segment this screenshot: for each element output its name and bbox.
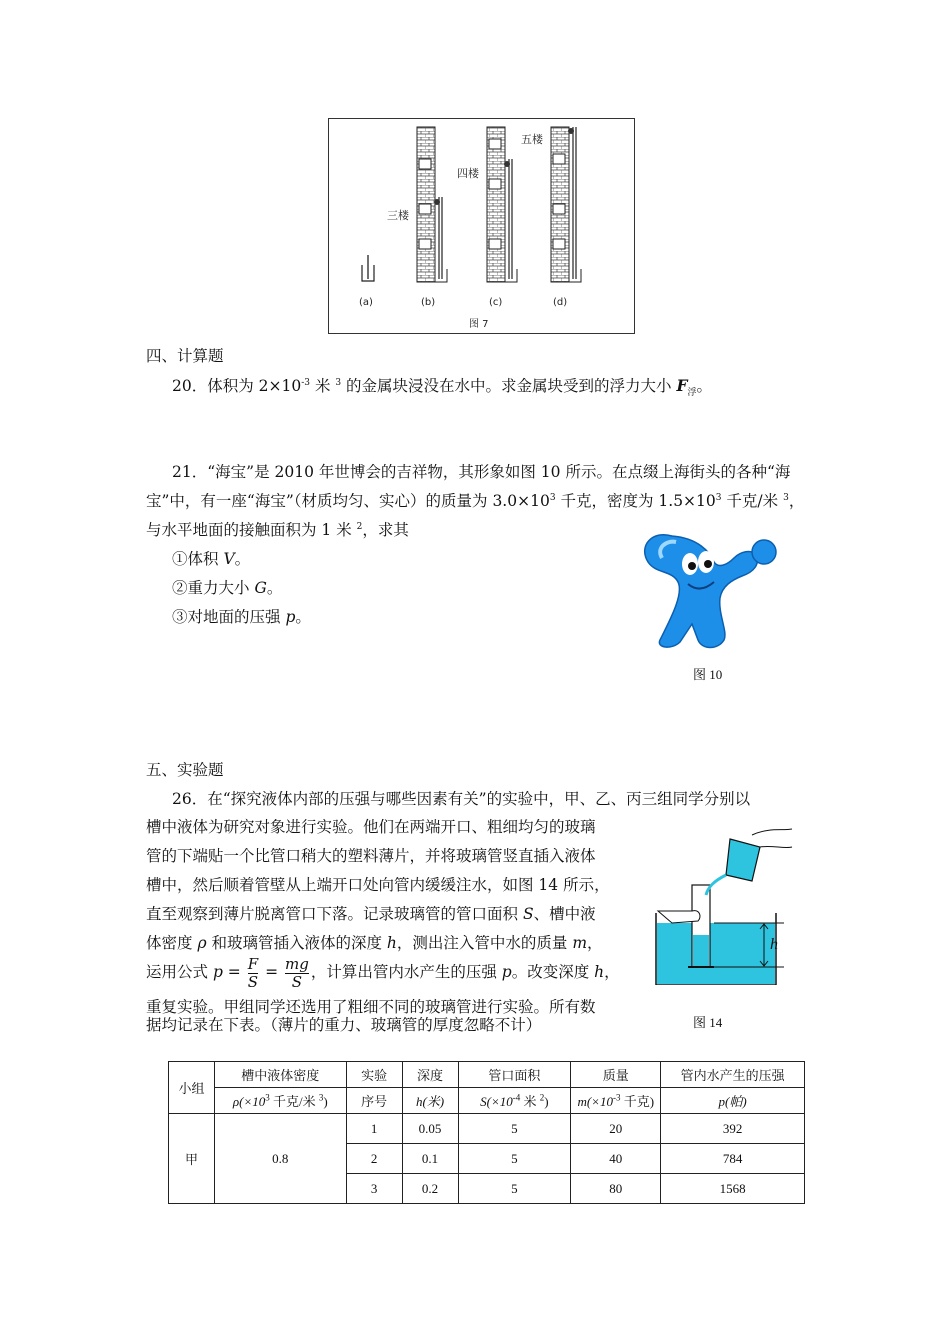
header-group: 小组 <box>169 1062 215 1114</box>
header-area-unit: $S(\times 10^{-4}$ 米 $^2$) <box>458 1088 571 1114</box>
question-21-line-3: 与水平地面的接触面积为 1 米 $^2$，求其 <box>146 521 409 539</box>
figure-10-mascot <box>632 528 802 652</box>
cell-density: 0.8 <box>214 1114 346 1204</box>
cell-mass: 20 <box>571 1114 661 1144</box>
question-26-line-3: 管的下端贴一个比管口稍大的塑料薄片，并将玻璃管竖直插入液体 <box>146 847 596 865</box>
results-table <box>168 1061 805 1204</box>
cell-pressure: 784 <box>661 1144 805 1174</box>
header-depth-unit: h(米) <box>402 1088 458 1114</box>
cell-mass: 40 <box>571 1144 661 1174</box>
question-26-line-2: 槽中液体为研究对象进行实验。他们在两端开口、粗细均匀的玻璃 <box>146 818 596 836</box>
formula-fraction-f-s: $\frac{F}{S}$ <box>247 954 259 991</box>
section-4-heading: 四、计算题 <box>146 347 224 365</box>
question-21-item-2: ②重力大小 G。 <box>172 579 283 597</box>
question-26-line-9: 据均记录在下表。（薄片的重力、玻璃管的厚度忽略不计） <box>146 1016 542 1034</box>
floor-label-3: 三楼 <box>387 209 409 222</box>
cell-area: 5 <box>458 1144 571 1174</box>
panel-label-c: (c) <box>489 297 503 308</box>
panel-label-d: (d) <box>553 297 568 308</box>
cell-no: 1 <box>346 1114 402 1144</box>
question-20: 20．体积为 $2\times 10^{-3}$ 米 $^3$ 的金属块浸没在水中。求金属块受到的浮力大小 $F_浮$。 <box>172 376 713 399</box>
floor-label-5: 五楼 <box>521 133 543 146</box>
cell-no: 2 <box>346 1144 402 1174</box>
formula-fraction-mg-s: $\frac{mg}{S}$ <box>284 954 309 991</box>
figure-7-drawing <box>329 119 634 333</box>
table-row <box>169 1114 805 1144</box>
question-21-item-3: ③对地面的压强 p。 <box>172 608 311 626</box>
setup-b <box>417 127 447 282</box>
figure-14-caption: 图 14 <box>693 1015 723 1030</box>
question-21-item-1: ①体积 V。 <box>172 550 251 568</box>
figure-10-caption: 图 10 <box>693 667 723 682</box>
cell-depth: 0.2 <box>402 1174 458 1204</box>
figure-7-caption: 图 7 <box>469 319 489 330</box>
figure-7 <box>328 118 635 334</box>
setup-d <box>551 127 581 282</box>
header-depth: 深度 <box>402 1062 458 1088</box>
header-density-unit: $\rho(\times 10^3$ 千克/米 $^3$) <box>214 1088 346 1114</box>
formula-p: p <box>212 963 223 981</box>
floor-label-4: 四楼 <box>457 167 479 180</box>
header-density: 槽中液体密度 <box>214 1062 346 1088</box>
header-exp-unit: 序号 <box>346 1088 402 1114</box>
table-header-row-1 <box>169 1062 805 1088</box>
question-26-line-5: 直至观察到薄片脱离管口下落。记录玻璃管的管口面积 S、槽中液 <box>146 905 596 923</box>
header-pressure-unit: p(帕) <box>661 1088 805 1114</box>
question-26-line-7: 运用公式 p = $\frac{F}{S}$ = $\frac{mg}{S}$ ，计算出管内水产生的压强 p。改变深度 h， <box>146 954 620 991</box>
cell-area: 5 <box>458 1114 571 1144</box>
panel-label-b: (b) <box>421 297 436 308</box>
cell-pressure: 392 <box>661 1114 805 1144</box>
question-26-line-1: 26．在“探究液体内部的压强与哪些因素有关”的实验中，甲、乙、丙三组同学分别以 <box>172 790 751 808</box>
setup-c <box>487 127 517 282</box>
cell-group: 甲 <box>169 1114 215 1204</box>
header-mass: 质量 <box>571 1062 661 1088</box>
question-21-line-1: 21．“海宝”是 2010 年世博会的吉祥物，其形象如图 10 所示。在点缀上海街头的各种“海 <box>172 463 791 481</box>
header-exp: 实验 <box>346 1062 402 1088</box>
question-26-line-6: 体密度 ρ 和玻璃管插入液体的深度 h，测出注入管中水的质量 m， <box>146 934 603 952</box>
header-area: 管口面积 <box>458 1062 571 1088</box>
header-pressure: 管内水产生的压强 <box>661 1062 805 1088</box>
question-26-line-4: 槽中，然后顺着管壁从上端开口处向管内缓缓注水，如图 14 所示， <box>146 876 610 894</box>
haibao-mascot-illustration <box>632 528 802 652</box>
setup-a <box>362 255 374 281</box>
panel-label-a: (a) <box>359 297 373 308</box>
cell-mass: 80 <box>571 1174 661 1204</box>
question-26-line-8: 重复实验。甲组同学还选用了粗细不同的玻璃管进行实验。所有数 <box>146 998 596 1016</box>
cell-depth: 0.1 <box>402 1144 458 1174</box>
figure-14-drawing <box>652 825 802 985</box>
question-21-line-2: 宝”中，有一座“海宝”（材质均匀、实心）的质量为 $3.0\times 10^3$ 千克，密度为 $1.5\times 10^3$ 千克/米 $^3$， <box>146 492 805 510</box>
cell-depth: 0.05 <box>402 1114 458 1144</box>
figure-14 <box>652 825 802 985</box>
depth-h-label: h <box>770 936 778 953</box>
table-header-row-2 <box>169 1088 805 1114</box>
header-mass-unit: $m(\times 10^{-3}$ 千克) <box>571 1088 661 1114</box>
cell-area: 5 <box>458 1174 571 1204</box>
cell-no: 3 <box>346 1174 402 1204</box>
cell-pressure: 1568 <box>661 1174 805 1204</box>
section-5-heading: 五、实验题 <box>146 761 224 779</box>
